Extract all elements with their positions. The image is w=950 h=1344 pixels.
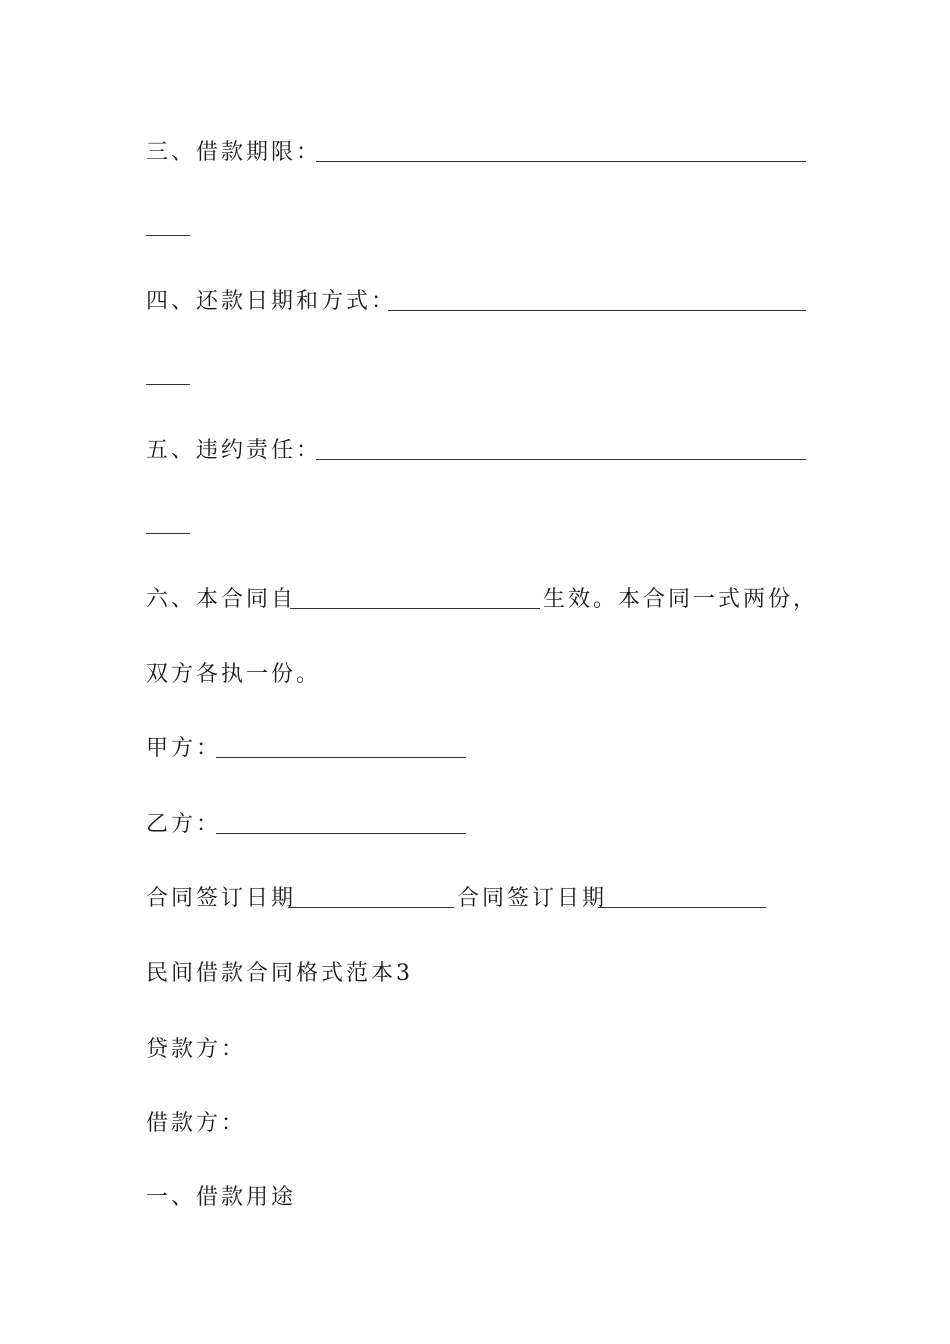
party-b-label: 乙方： bbox=[146, 812, 222, 837]
clause-liability-label: 五、违约责任： bbox=[146, 438, 322, 463]
party-b-blank-line bbox=[216, 833, 466, 834]
liability-blank-continuation bbox=[146, 533, 190, 534]
effective-date-blank-line bbox=[290, 608, 540, 609]
clause-loan-term-label: 三、借款期限： bbox=[146, 140, 322, 165]
borrower-label: 借款方： bbox=[146, 1111, 247, 1136]
sign-date-blank-2 bbox=[598, 907, 766, 908]
party-a-label: 甲方： bbox=[146, 736, 222, 761]
repayment-blank-continuation bbox=[146, 384, 190, 385]
clause-loan-purpose-heading: 一、借款用途 bbox=[146, 1185, 297, 1210]
loan-term-blank-continuation bbox=[146, 235, 190, 236]
clause-effective-prefix: 六、本合同自 bbox=[146, 587, 297, 612]
repayment-blank-line bbox=[388, 310, 806, 311]
loan-term-blank-line bbox=[316, 161, 806, 162]
sign-date-blank-1 bbox=[288, 907, 454, 908]
party-a-blank-line bbox=[216, 757, 466, 758]
copies-statement: 双方各执一份。 bbox=[146, 662, 322, 687]
clause-effective-suffix: 生效。本合同一式两份， bbox=[543, 587, 819, 612]
section-title: 民间借款合同格式范本3 bbox=[146, 961, 413, 986]
liability-blank-line bbox=[316, 459, 806, 460]
sign-date-label-2: 合同签订日期 bbox=[457, 886, 608, 911]
lender-label: 贷款方： bbox=[146, 1037, 247, 1062]
clause-repayment-label: 四、还款日期和方式： bbox=[146, 289, 397, 314]
sign-date-label-1: 合同签订日期 bbox=[146, 886, 297, 911]
